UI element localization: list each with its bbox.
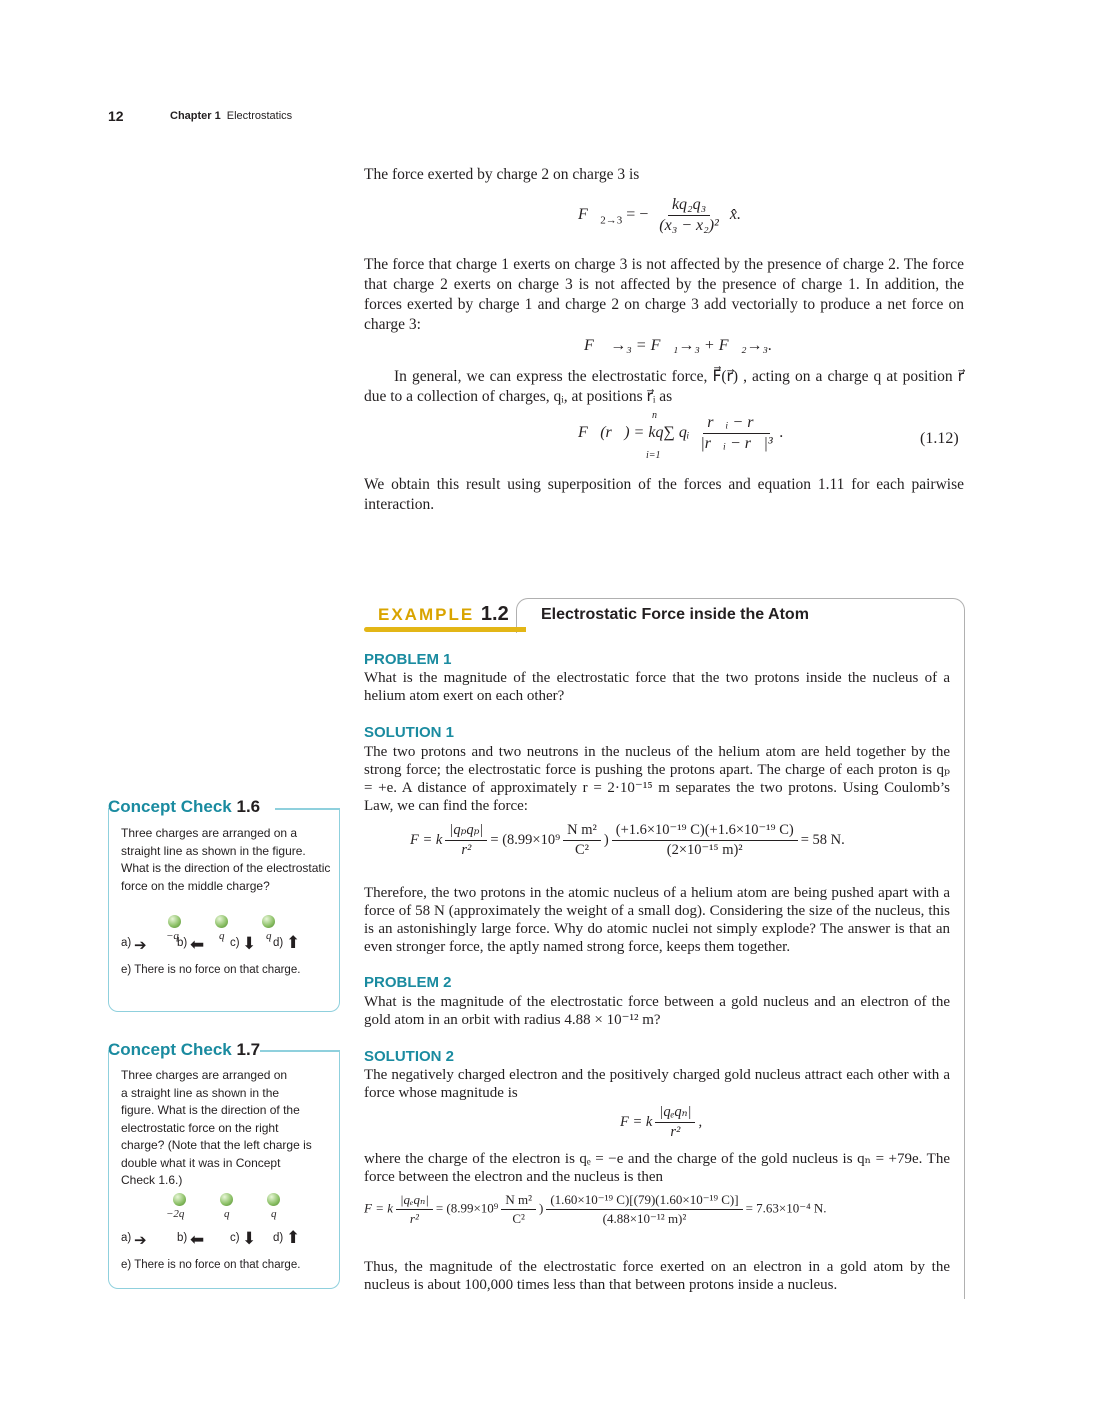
eq-denominator: r²	[670, 1124, 681, 1140]
arrow-left-icon: ⬅	[190, 1230, 205, 1249]
example-number: 1.2	[480, 603, 509, 625]
equation-solution-3: F = k $\frac{\text{|qₑqₙ|}}{\text{r²}}$ = (8.99×10⁹ $\frac{\text{N m²}}{\text{C²}}$ ) $\frac{\text{(1.60×10⁻¹⁹ C)[(79)(1.60×10⁻¹⁹ C)]}}{\text{(4.88×10⁻¹² m)²}}$ = 7.63×10⁻⁴ N.	[364, 1192, 827, 1226]
eq-units-denominator: C²	[512, 1211, 525, 1226]
eq-lhs: F⃗	[578, 206, 601, 224]
eq-result: = 58 N.	[800, 831, 845, 848]
eq-tail: ,	[698, 1113, 703, 1130]
equation-1-12: F⃗(r⃗) = kq∑ qᵢ $\frac{\text{r⃗ᵢ − r⃗}}{\text{|r⃗ᵢ − r⃗|³}}$ .	[578, 414, 784, 452]
eq-numerator: r⃗ᵢ − r⃗	[703, 414, 770, 434]
arrow-up-icon: ⬆	[286, 1228, 301, 1247]
sum-lower-limit: i=1	[646, 450, 661, 461]
concept-check-1-6-question	[121, 825, 330, 895]
question-line: Three charges are arranged on	[121, 1068, 288, 1082]
example-word: EXAMPLE	[378, 605, 475, 624]
example-label	[378, 603, 509, 626]
eq-units-numerator: N m²	[563, 822, 601, 841]
chapter-label: Chapter 1	[170, 110, 221, 122]
option-e[interactable]: e) There is no force on that charge.	[121, 964, 301, 976]
problem-1-heading: PROBLEM 1	[364, 651, 452, 668]
option-c[interactable]: c)	[230, 937, 240, 949]
charge-ball	[215, 915, 228, 928]
solution-2-continued: where the charge of the electron is qₑ = −e and the charge of the gold nucleus is qₙ = +79e. The force between the electron and the nucleus is then	[364, 1151, 950, 1185]
equation-solution-2	[620, 1104, 702, 1141]
problem-2-text: What is the magnitude of the electrostatic force between a gold nucleus and an electron of the gold atom in an orbit with radius 4.88 × 10⁻¹² m?	[364, 994, 950, 1028]
charge-ball	[168, 915, 181, 928]
charge-label: q	[224, 1208, 230, 1220]
charge-ball	[267, 1193, 280, 1206]
chapter-title: Electrostatics	[226, 110, 293, 122]
eq-lhs-sub: 2→3	[600, 214, 623, 227]
equation-force-2-3: $F⃗_{2\to 3}$ = − $\frac{\text{kq₂q₃}}{\text{(x₃ − x₂)²}}$ x̂.	[578, 196, 741, 234]
eq-constant: = (8.99×10⁹	[490, 831, 561, 848]
option-b[interactable]: b)	[177, 937, 188, 949]
question-line: What is the direction of the electrostatic	[121, 861, 331, 875]
eq-units-numerator: N m²	[501, 1192, 536, 1210]
paragraph-4: We obtain this result using superposition of the forces and equation 1.11 for each pairwise interaction.	[364, 476, 964, 513]
paragraph-1: The force exerted by charge 2 on charge 3 is	[364, 166, 640, 183]
eq-numerator: |qₑqₙ|	[655, 1104, 695, 1123]
eq-lhs: F = k	[410, 831, 443, 848]
problem-1-text: What is the magnitude of the electrostatic force that the two protons inside the nucleus of a helium atom exert on each other?	[364, 670, 950, 704]
equation-solution-1: F = k $\frac{\text{|qₚqₚ|}}{\text{r²}}$ = (8.99×10⁹ $\frac{\text{N m²}}{\text{C²}}$ ) $\frac{\text{(+1.6×10⁻¹⁹ C)(+1.6×10⁻¹⁹ C)}}{\text{(2×10⁻¹⁵ m)²}}$ = 58 N.	[410, 822, 845, 858]
question-line: force on the middle charge?	[121, 878, 270, 893]
arrow-right-icon: ➔	[134, 938, 147, 954]
solution-1-conclusion: Therefore, the two protons in the atomic nucleus of a helium atom are being pushed apart with a force of 58 N (approximately the weight of a small dog). Considering the size of the nucleus, this is an astonishingly large force. Why do atomic nuclei not simply explode? The answer is that an even stronger force, the aptly named strong force, keeps them together.	[364, 885, 950, 955]
charge-label: q	[271, 1208, 277, 1220]
eq-tail: x̂.	[729, 206, 741, 224]
solution-1-heading: SOLUTION 1	[364, 724, 455, 741]
concept-check-number: 1.7	[236, 1040, 261, 1059]
equation-net-force: F⃗ →₃ = F⃗₁→₃ + F⃗₂→₃.	[584, 337, 773, 354]
eq-numerator: |qₑqₙ|	[396, 1192, 433, 1210]
eq-numerator: kq₂q₃	[668, 196, 710, 216]
solution-2-heading: SOLUTION 2	[364, 1048, 455, 1065]
charge-ball	[173, 1193, 186, 1206]
arrow-right-icon: ➔	[134, 1233, 147, 1249]
charge-ball	[262, 915, 275, 928]
question-line: Check 1.6.)	[121, 1173, 183, 1187]
arrow-down-icon: ⬇	[242, 934, 257, 953]
eq-numerator-2: (+1.6×10⁻¹⁹ C)(+1.6×10⁻¹⁹ C)	[612, 822, 798, 841]
charge-label: −2q	[166, 1208, 185, 1220]
eq-lhs: F = k	[620, 1113, 653, 1130]
charge-label: q	[266, 930, 272, 942]
equation-number: (1.12)	[920, 430, 959, 447]
page-number: 12	[108, 108, 124, 124]
eq-denominator-2: (4.88×10⁻¹² m)²	[602, 1211, 687, 1226]
option-d[interactable]: d)	[273, 937, 284, 949]
question-line: figure. What is the direction of the	[121, 1103, 300, 1117]
option-a[interactable]: a)	[121, 937, 132, 949]
concept-check-number: 1.6	[236, 797, 261, 816]
charge-label: q	[219, 930, 225, 942]
question-line: electrostatic force on the right	[121, 1120, 279, 1135]
solution-1-text: The two protons and two neutrons in the nucleus of the helium atom are held together by the strong force; the electrostatic force is pushing the protons apart. The charge of each proton is qₚ = +e. A distance of approximately r = 2·10⁻¹⁵ m separates the two protons. Using Coulomb’s Law, we can find the force:	[364, 744, 950, 814]
question-line: a straight line as shown in the	[121, 1085, 280, 1100]
eq-lhs: F = k	[364, 1200, 393, 1216]
concept-check-label: Concept Check	[108, 1040, 232, 1059]
charge-ball	[220, 1193, 233, 1206]
question-line: straight line as shown in the figure.	[121, 843, 306, 858]
option-a[interactable]: a)	[121, 1232, 132, 1244]
sum-upper-limit: n	[652, 410, 657, 421]
option-b[interactable]: b)	[177, 1232, 188, 1244]
eq-numerator: |qₚqₚ|	[445, 822, 487, 841]
concept-check-1-7-question	[121, 1067, 312, 1190]
question-line: charge? (Note that the left charge is	[121, 1138, 312, 1152]
eq-denominator-2: (2×10⁻¹⁵ m)²	[666, 842, 743, 858]
eq-units-denominator: C²	[575, 842, 590, 858]
arrow-left-icon: ⬅	[190, 935, 205, 954]
question-line: double what it was in Concept	[121, 1155, 281, 1170]
eq-denominator: (x₃ − x₂)²	[659, 217, 719, 234]
concept-check-label: Concept Check	[108, 797, 232, 816]
charge-label: −q	[166, 930, 179, 942]
eq-result: = 7.63×10⁻⁴ N.	[745, 1200, 827, 1216]
eq-denominator: r²	[409, 1211, 419, 1226]
solution-2-conclusion: Thus, the magnitude of the electrostatic force exerted on an electron in a gold atom by the nucleus is about 100,000 times less than that between protons inside a nucleus.	[364, 1259, 950, 1293]
arrow-up-icon: ⬆	[286, 933, 301, 952]
eq-lhs: F⃗(r⃗) = kq∑ qᵢ	[578, 424, 690, 442]
eq-denominator: r²	[461, 842, 472, 858]
option-c[interactable]: c)	[230, 1232, 240, 1244]
paragraph-2: The force that charge 1 exerts on charge 3 is not affected by the presence of charge 2. The force that charge 2 exerts on charge 3 is not affected by the presence of charge 1. In addition, the forces exerted by charge 1 and charge 2 on charge 3 add vectorially to produce a net force on charge 3:	[364, 256, 964, 333]
eq-numerator-2: (1.60×10⁻¹⁹ C)[(79)(1.60×10⁻¹⁹ C)]	[546, 1192, 742, 1210]
option-e[interactable]: e) There is no force on that charge.	[121, 1259, 301, 1271]
arrow-down-icon: ⬇	[242, 1229, 257, 1248]
problem-2-heading: PROBLEM 2	[364, 974, 452, 991]
example-title: Electrostatic Force inside the Atom	[541, 606, 809, 623]
eq-constant: = (8.99×10⁹	[435, 1200, 499, 1216]
solution-2-text: The negatively charged electron and the positively charged gold nucleus attract each other with a force whose magnitude is	[364, 1067, 950, 1101]
question-line: Three charges are arranged on a	[121, 826, 298, 840]
option-d[interactable]: d)	[273, 1232, 284, 1244]
paragraph-3: In general, we can express the electrostatic force, F⃗(r⃗) , acting on a charge q at position r⃗ due to a collection of charges, qᵢ, at positions r⃗ᵢ as	[364, 368, 964, 405]
running-header	[170, 110, 292, 122]
eq-denominator: |r⃗ᵢ − r⃗|³	[700, 435, 773, 452]
example-accent-bar	[364, 627, 526, 632]
